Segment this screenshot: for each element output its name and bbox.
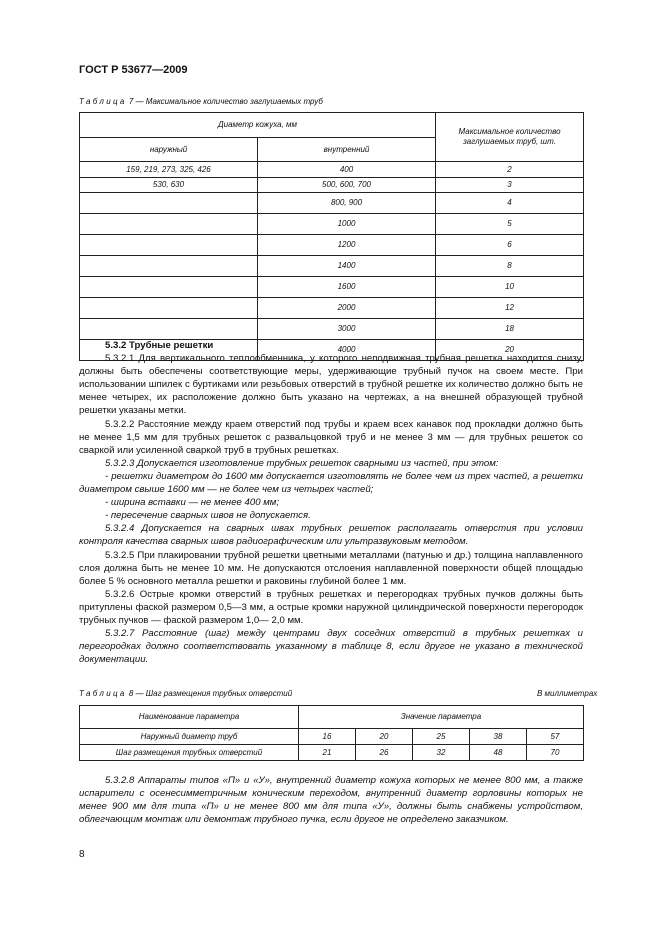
table8-col-value: Значение параметра [299, 706, 584, 729]
table8-col-param: Наименование параметра [80, 706, 299, 729]
table7-cell-inner: 1000 [258, 214, 436, 235]
table-row [80, 235, 584, 256]
table7-cell-outer [80, 235, 258, 256]
table8-cell: 21 [299, 745, 356, 761]
table-row [80, 214, 584, 235]
table7-cell-inner: 4000 [258, 340, 436, 361]
table8-caption-text: 8 — Шаг размещения трубных отверстий [126, 689, 293, 698]
table7-col-outer: наружный [80, 138, 258, 162]
table8-caption-word: Таблица [79, 689, 127, 698]
table8-cell: 25 [413, 729, 470, 745]
table7-cell-inner: 1600 [258, 277, 436, 298]
list-item: - пересечение сварных швов не допускается. [105, 510, 311, 522]
table7-cell-outer [80, 319, 258, 340]
table8-cell: 48 [470, 745, 527, 761]
table7-cell-inner: 3000 [258, 319, 436, 340]
page-number: 8 [79, 849, 85, 860]
table7-col-count: Максимальное количество заглушаемых труб, шт. [436, 113, 584, 162]
table7-cell-outer [80, 193, 258, 214]
table7-cell-inner: 1400 [258, 256, 436, 277]
table-row [80, 745, 584, 761]
table7-cell-count: 18 [436, 319, 584, 340]
table8-cell: 26 [356, 745, 413, 761]
table8-cell: 20 [356, 729, 413, 745]
paragraph-5-3-2-4: 5.3.2.4 Допускается на сварных швах трубных решеток располагать отверстия при условии контроля качества сварных швов радиографическим или ультразвуковым методом. [79, 523, 583, 548]
table7-cell-inner: 400 [258, 162, 436, 178]
table7-cell-inner: 1200 [258, 235, 436, 256]
section-5-3-2 [79, 339, 583, 666]
table-row [80, 162, 584, 178]
table7-col-inner: внутренний [258, 138, 436, 162]
table8-cell: 57 [527, 729, 584, 745]
table7-cell-count: 10 [436, 277, 584, 298]
table8-caption [79, 689, 292, 698]
table7-cell-count: 2 [436, 162, 584, 178]
paragraph-5-3-2-1: 5.3.2.1 Для вертикального теплообменника, у которого неподвижная трубная решетка находится снизу, должны быть обеспечены соответствующие меры, удерживающие трубный пучок на своем месте. При использовании шпилек с буртиками или резьбовых отверстий в трубной решетке их количество должно быть не менее четырех, их расположение должно быть указано на чертежах, а на внешней образующей трубной решетки указаны метки. [79, 353, 583, 417]
table-row [80, 193, 584, 214]
table7-cell-count: 12 [436, 298, 584, 319]
table7-caption [79, 97, 323, 106]
table7-cell-count: 20 [436, 340, 584, 361]
table7-caption-text: 7 — Максимальное количество заглушаемых труб [126, 97, 323, 106]
table-row [80, 298, 584, 319]
table7-cell-outer: 159, 219, 273, 325, 426 [80, 162, 258, 178]
table7-cell-count: 8 [436, 256, 584, 277]
table-row [80, 319, 584, 340]
table7-caption-word: Таблица [79, 97, 127, 106]
document-header: ГОСТ Р 53677—2009 [79, 64, 188, 76]
table7-cell-count: 6 [436, 235, 584, 256]
table7-cell-outer [80, 256, 258, 277]
table-row [80, 178, 584, 193]
table7-cell-outer: 530, 630 [80, 178, 258, 193]
table8-cell: 70 [527, 745, 584, 761]
table7-cell-outer [80, 277, 258, 298]
list-item: - ширина вставки — не менее 400 мм; [105, 497, 280, 509]
table8-row-name: Наружный диаметр труб [80, 729, 299, 745]
paragraph-5-3-2-8-block [79, 774, 583, 826]
table-row [80, 256, 584, 277]
table7-cell-inner: 2000 [258, 298, 436, 319]
table8-cell: 16 [299, 729, 356, 745]
table7-col-group: Диаметр кожуха, мм [80, 113, 436, 138]
table-row [80, 277, 584, 298]
list-item: - решетки диаметром до 1600 мм допускается изготовлять не более чем из трех частей, а решетки диаметром свыше 1600 мм — не более чем из четырех частей; [79, 470, 583, 496]
table8-units: В миллиметрах [537, 689, 598, 698]
table7-cell-inner: 800, 900 [258, 193, 436, 214]
table7-cell-count: 3 [436, 178, 584, 193]
table7-cell-outer [80, 214, 258, 235]
table7-cell-inner: 500, 600, 700 [258, 178, 436, 193]
table-row [80, 729, 584, 745]
table8-cell: 32 [413, 745, 470, 761]
paragraph-5-3-2-5: 5.3.2.5 При плакировании трубной решетки цветными металлами (патунью и др.) толщина наплавленного слоя должна быть не менее 10 мм. Не допускаются отслоения наплавленной поверхности общей площадью более 5 % основного металла решетки и раковины глубиной более 1 мм. [79, 549, 583, 587]
paragraph-5-3-2-6: 5.3.2.6 Острые кромки отверстий в трубных решетках и перегородках трубных пучков должны быть притуплены фаской размером 0,5—3 мм, а острые кромки наружной цилиндрической поверхности перегородок трубных пучков — фаской размером 1,0— 2,0 мм. [79, 588, 583, 626]
table7 [79, 112, 584, 361]
section-heading: 5.3.2 Трубные решетки [105, 340, 214, 351]
table8 [79, 705, 584, 761]
table7-cell-outer [80, 298, 258, 319]
table8-cell: 38 [470, 729, 527, 745]
paragraph-5-3-2-7: 5.3.2.7 Расстояние (шаг) между центрами двух соседних отверстий в трубных решетках и перегородках должно соответствовать указанному в таблице 8, если другое не указано в технической документации. [79, 628, 583, 666]
paragraph-5-3-2-8: 5.3.2.8 Аппараты типов «П» и «У», внутренний диаметр кожуха которых не менее 800 мм, а также испарители с осенесимметричным коническим переходом, внутренний диаметр горловины которых не менее 900 мм для типа «П» и не менее 800 мм для типа «У», должны быть снабжены устройством, облегчающим монтаж или демонтаж трубного пучка, если другое не определено заказчиком. [79, 775, 583, 826]
table8-row-name: Шаг размещения трубных отверстий [80, 745, 299, 761]
paragraph-5-3-2-2: 5.3.2.2 Расстояние между краем отверстий под трубы и краем всех канавок под прокладки должно быть не менее 1,5 мм для трубных решеток с развальцовкой труб и не менее 3 мм — для трубных решеток со сваркой или усиленной сваркой труб в трубных решетках. [79, 418, 583, 456]
table7-cell-count: 5 [436, 214, 584, 235]
paragraph-5-3-2-3: 5.3.2.3 Допускается изготовление трубных решеток сварными из частей, при этом: [105, 457, 499, 469]
table7-cell-count: 4 [436, 193, 584, 214]
